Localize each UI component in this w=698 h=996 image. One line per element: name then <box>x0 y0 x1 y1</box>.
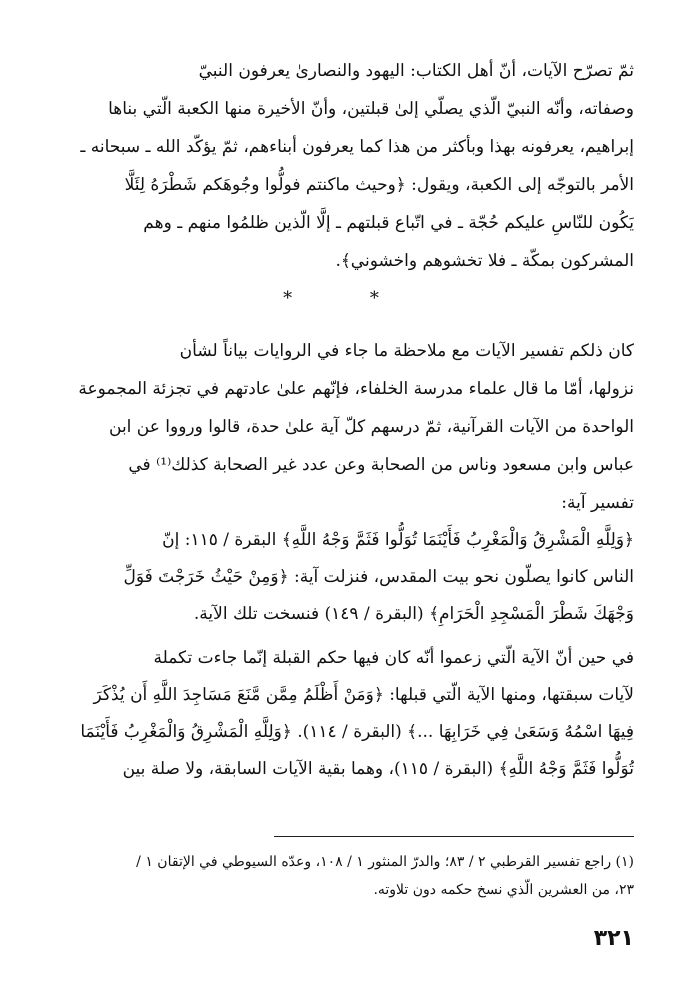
text-line: المشركون بمكّة ـ فلا تخشوهم واخشوني﴾. <box>335 251 634 271</box>
paragraph-1 <box>64 52 634 280</box>
text-line: وصفاته، وأنّه النبيّ الّذي يصلّي إلىٰ قبلتين، وأنّ الأخيرة منها الكعبة الّتي بناها <box>108 99 634 119</box>
text-line: إبراهيم، يعرفونه بهذا وبأكثر من هذا كما يعرفون أبناءهم، ثمّ يؤكّد الله ـ سبحانه ـ <box>80 137 634 157</box>
text-line: تفسير آية: <box>561 493 634 513</box>
page-number: ٣٢١ <box>593 926 634 951</box>
text-line: الناس كانوا يصلّون نحو بيت المقدس، فنزلت آية: ﴿وَمِنْ حَيْثُ خَرَجْتَ فَوَلِّ <box>123 567 634 587</box>
text-line: يَكُون للنّاسِ عليكم حُجّة ـ في اتّباع قبلتهم ـ إلَّا الّذين ظلمُوا منهم ـ وهم <box>143 213 634 233</box>
text-line: في حين أنّ الآية الّتي زعموا أنّه كان فيها حكم القبلة إنّما جاءت تكملة <box>153 648 634 668</box>
paragraph-3 <box>64 522 634 633</box>
text-line: فِيهَا اسْمُهُ وَسَعَىٰ فِي خَرَابِهَا ...﴾ (البقرة / ١١٤). ﴿وَلِلَّهِ الْمَشْرِقُ وَالْمَغْرِبُ فَأَيْنَمَا <box>80 722 634 742</box>
text-line: ﴿وَلِلَّهِ الْمَشْرِقُ وَالْمَغْرِبُ فَأَيْنَمَا تُوَلُّوا فَثَمَّ وَجْهُ اللَّهِ﴾ البقرة / ١١٥: إنّ <box>162 530 634 550</box>
text-line: نزولها، أمّا ما قال علماء مدرسة الخلفاء، فإنّهم علىٰ عادتهم في تجزئة المجموعة <box>78 379 634 399</box>
footnote-divider <box>274 836 634 837</box>
text-line: الواحدة من الآيات القرآنية، ثمّ درسهم كلّ آية علىٰ حدة، قالوا ورووا عن ابن <box>109 417 634 437</box>
paragraph-4 <box>64 640 634 788</box>
text-line: كان ذلكم تفسير الآيات مع ملاحظة ما جاء في الروايات بياناً لشأن <box>179 341 634 361</box>
text-line: ثمّ تصرّح الآيات، أنّ أهل الكتاب: اليهود والنصارىٰ يعرفون النبيّ <box>198 61 634 81</box>
footnote-line: (١) راجع تفسير القرطبي ٢ / ٨٣؛ والدرّ المنثور ١ / ١٠٨، وعدّه السيوطي في الإتقان ١ / <box>136 854 634 870</box>
footnote <box>64 848 634 904</box>
section-separator: * * <box>283 288 415 309</box>
footnote-line: ٢٣، من العشرين الّذي نسخ حكمه دون تلاوته. <box>373 882 634 898</box>
text-line: الأمر بالتوجّه إلى الكعبة، ويقول: ﴿وحيث ماكنتم فولُّوا وجُوهَكم شَطْرَهُ لِئَلَّا <box>124 175 634 195</box>
paragraph-2 <box>64 332 634 522</box>
text-line: عباس وابن مسعود وناس من الصحابة وعن عدد غير الصحابة كذلك⁽¹⁾ في <box>128 455 634 475</box>
text-line: تُوَلُّوا فَثَمَّ وَجْهُ اللَّهِ﴾ (البقرة / ١١٥)، وهما بقية الآيات السابقة، ولا صلة بين <box>122 759 634 779</box>
text-line: وَجْهَكَ شَطْرَ الْمَسْجِدِ الْحَرَامِ﴾ (البقرة / ١٤٩) فنسخت تلك الآية. <box>193 604 634 624</box>
text-line: لآيات سبقتها، ومنها الآية الّتي قبلها: ﴿وَمَنْ أَظْلَمُ مِمَّن مَّنَعَ مَسَاجِدَ اللَّهِ أَن يُذْكَرَ <box>93 685 634 705</box>
